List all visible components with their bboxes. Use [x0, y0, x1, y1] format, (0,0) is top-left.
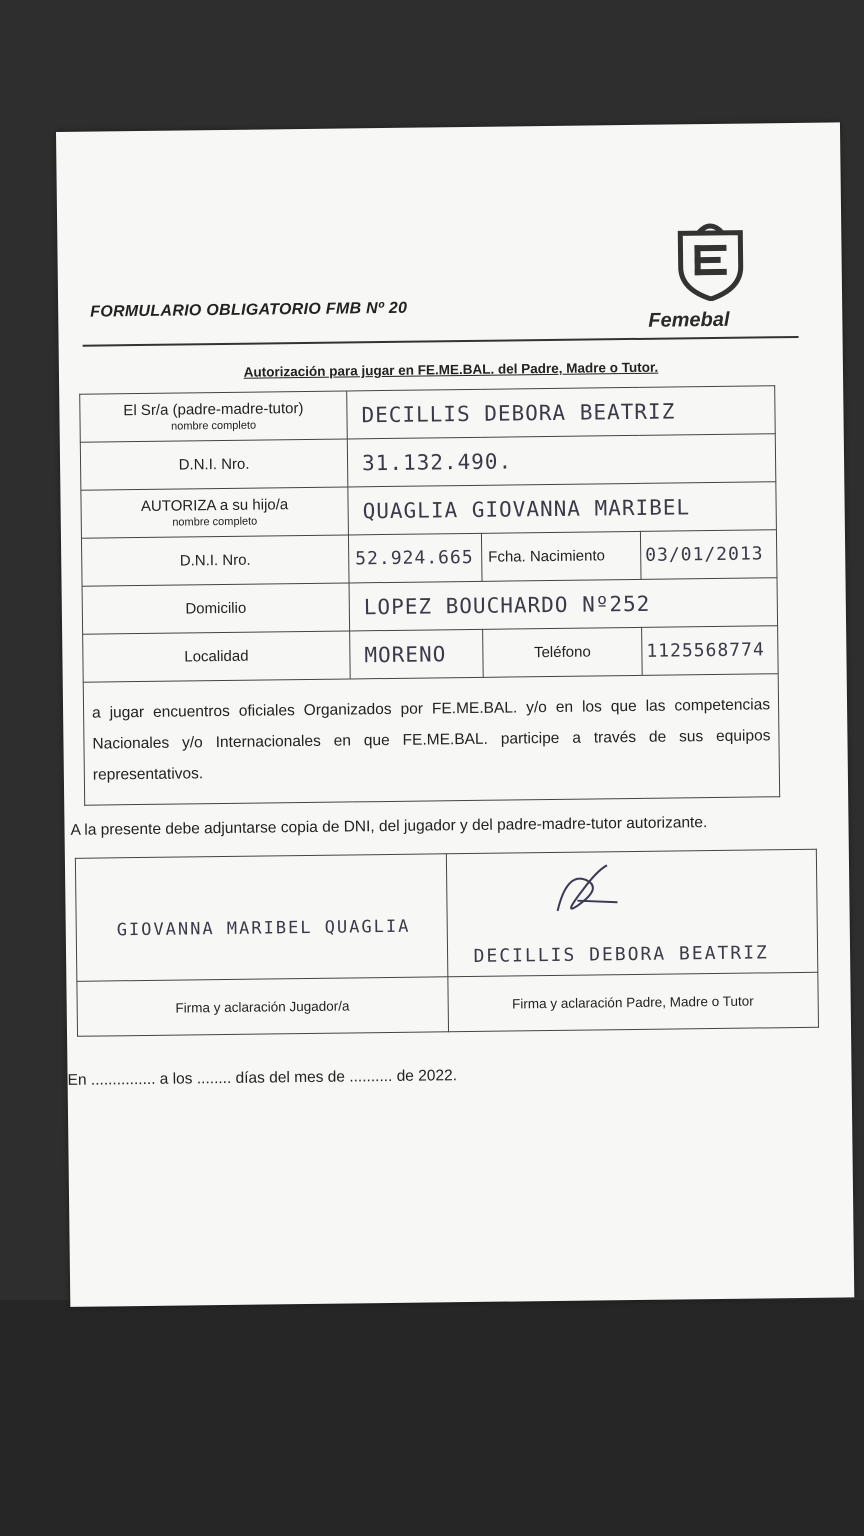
background-bottom [0, 1300, 864, 1536]
phone-field[interactable]: 1125568774 [642, 626, 779, 676]
logo-text: Femebal [648, 308, 730, 332]
player-signature-cell[interactable] [75, 854, 447, 982]
parent-signature-caption: Firma y aclaración Padre, Madre o Tutor [447, 972, 818, 1032]
parent-label-cell [80, 391, 348, 442]
locality-label: Localidad [83, 631, 351, 682]
form-subtitle: Autorización para jugar en FE.ME.BAL. del Padre, Madre o Tutor. [243, 359, 659, 380]
parent-dni-label: D.N.I. Nro. [80, 439, 348, 490]
signature-table [75, 849, 819, 1037]
player-signature-caption: Firma y aclaración Jugador/a [77, 977, 448, 1037]
date-line: En ............... a los ........ días del mes de .......... de 2022. [67, 1067, 458, 1089]
authorization-table [79, 385, 780, 805]
child-name-field[interactable]: QUAGLIA GIOVANNA MARIBEL [348, 482, 777, 535]
address-label: Domicilio [82, 583, 350, 634]
authorization-paragraph: a jugar encuentros oficiales Organizados por FE.ME.BAL. y/o en los que las competencias Nacionales y/o Internacionales en que FE.ME.BAL. participe a través de sus equipos representativos. [83, 674, 779, 805]
authorizes-label: AUTORIZA a su hijo/a [140, 496, 289, 515]
locality-field[interactable]: MORENO [350, 629, 484, 679]
address-row [82, 578, 778, 634]
player-handwritten-name: GIOVANNA MARIBEL QUAGLIA [116, 916, 411, 941]
child-dni-row [81, 530, 777, 586]
child-sublabel: nombre completo [172, 515, 258, 529]
child-name-row [81, 482, 777, 538]
form-paper [56, 122, 854, 1306]
parent-handwritten-name: DECILLIS DEBORA BEATRIZ [473, 942, 769, 967]
child-dni-field[interactable]: 52.924.665 [348, 533, 482, 583]
phone-label: Teléfono [483, 627, 643, 677]
parent-dni-field[interactable]: 31.132.490. [347, 434, 776, 487]
signature-row [75, 849, 817, 981]
attachment-note: A la presente debe adjuntarse copia de DNI, del jugador y del padre-madre-tutor autorizante. [70, 814, 708, 839]
femebal-shield-logo-icon [662, 218, 759, 301]
address-field[interactable]: LOPEZ BOUCHARDO Nº252 [349, 578, 778, 631]
parent-dni-row [80, 434, 776, 490]
parent-signature-cell[interactable] [446, 849, 818, 977]
locality-row [83, 626, 779, 682]
paragraph-row [83, 674, 779, 805]
child-dni-label: D.N.I. Nro. [81, 535, 349, 586]
parent-label: El Sr/a (padre-madre-tutor) [123, 399, 304, 420]
birth-date-label: Fcha. Nacimiento [481, 531, 641, 581]
form-title: FORMULARIO OBLIGATORIO FMB Nº 20 [90, 299, 408, 321]
header-divider [83, 336, 799, 347]
birth-date-field[interactable]: 03/01/2013 [640, 530, 777, 580]
child-label-cell [81, 487, 349, 538]
parent-name-row [80, 386, 776, 442]
parent-name-field[interactable]: DECILLIS DEBORA BEATRIZ [347, 386, 776, 439]
caption-row [77, 972, 819, 1036]
signature-scribble-icon [546, 860, 627, 921]
parent-sublabel: nombre completo [171, 419, 257, 433]
